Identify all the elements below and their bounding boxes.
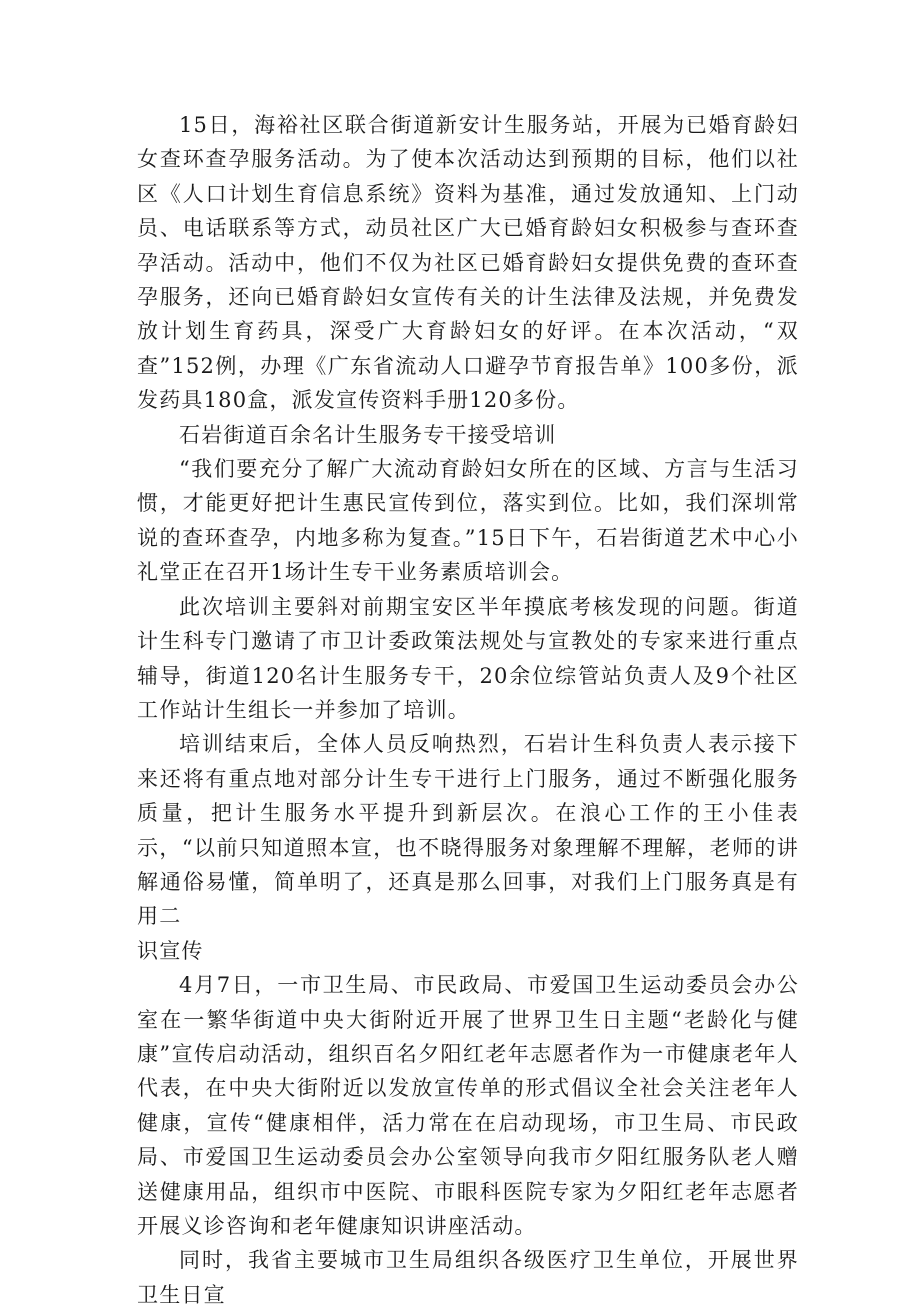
- paragraph-province-activities: 同时，我省主要城市卫生局组织各级医疗卫生单位，开展世界卫生日宣: [137, 1248, 799, 1307]
- paragraph-training-feedback: 培训结束后，全体人员反响热烈，石岩计生科负责人表示接下来还将有重点地对部分计生专干进行上门服务，通过不断强化服务质量，把计生服务水平提升到新层次。在浪心工作的王小佳表示，“以前只知道照本宣，也不晓得服务对象理解不理解，老师的讲解通俗易懂，简单明了，还真是那么回事，对我们上门服务真是有用二: [137, 732, 799, 929]
- paragraph-fragment-publicity: 识宣传: [137, 938, 204, 963]
- paragraph-world-health-day: 4月7日，一市卫生局、市民政局、市爱国卫生运动委员会办公室在一繁华街道中央大街附近开展了世界卫生日主题“老龄化与健康”宣传启动活动，组织百名夕阳红老年志愿者作为一市健康老年人代表，在中央大街附近以发放宣传单的形式倡议全社会关注老年人健康，宣传“健康相伴，活力常在在启动现场，市卫生局、市民政局、市爱国卫生运动委员会办公室领导向我市夕阳红服务队老人赠送健康用品，组织市中医院、市眼科医院专家为夕阳红老年志愿者开展义诊咨询和老年健康知识讲座活动。: [137, 973, 799, 1238]
- heading-shiyan-training: 石岩街道百余名计生服务专干接受培训: [179, 422, 557, 447]
- paragraph-haiyu-community-checkup: 15日，海裕社区联合街道新安计生服务站，开展为已婚育龄妇女查环查孕服务活动。为了使本次活动达到预期的目标，他们以社区《人口计划生育信息系统》资料为基准，通过发放通知、上门动员、电话联系等方式，动员社区广大已婚育龄妇女积极参与查环查孕活动。活动中，他们不仅为社区已婚育龄妇女提供免费的查环查孕服务，还向已婚育龄妇女宣传有关的计生法律及法规，并免费发放计划生育药具，深受广大育龄妇女的好评。在本次活动，“双查”152例，办理《广东省流动人口避孕节育报告单》100多份，派发药具180盒，派发宣传资料手册120多份。: [137, 113, 799, 413]
- paragraph-training-quote: “我们要充分了解广大流动育龄妇女所在的区域、方言与生活习惯，才能更好把计生惠民宣传到位，落实到位。比如，我们深圳常说的查环查孕，内地多称为复查。”15日下午，石岩街道艺术中心小礼堂正在召开1场计生专干业务素质培训会。: [137, 457, 799, 585]
- document-body: [137, 108, 799, 1312]
- paragraph-training-purpose: 此次培训主要斜对前期宝安区半年摸底考核发现的问题。街道计生科专门邀请了市卫计委政策法规处与宣教处的专家来进行重点辅导，街道120名计生服务专干，20余位综管站负责人及9个社区工作站计生组长一并参加了培训。: [137, 594, 799, 722]
